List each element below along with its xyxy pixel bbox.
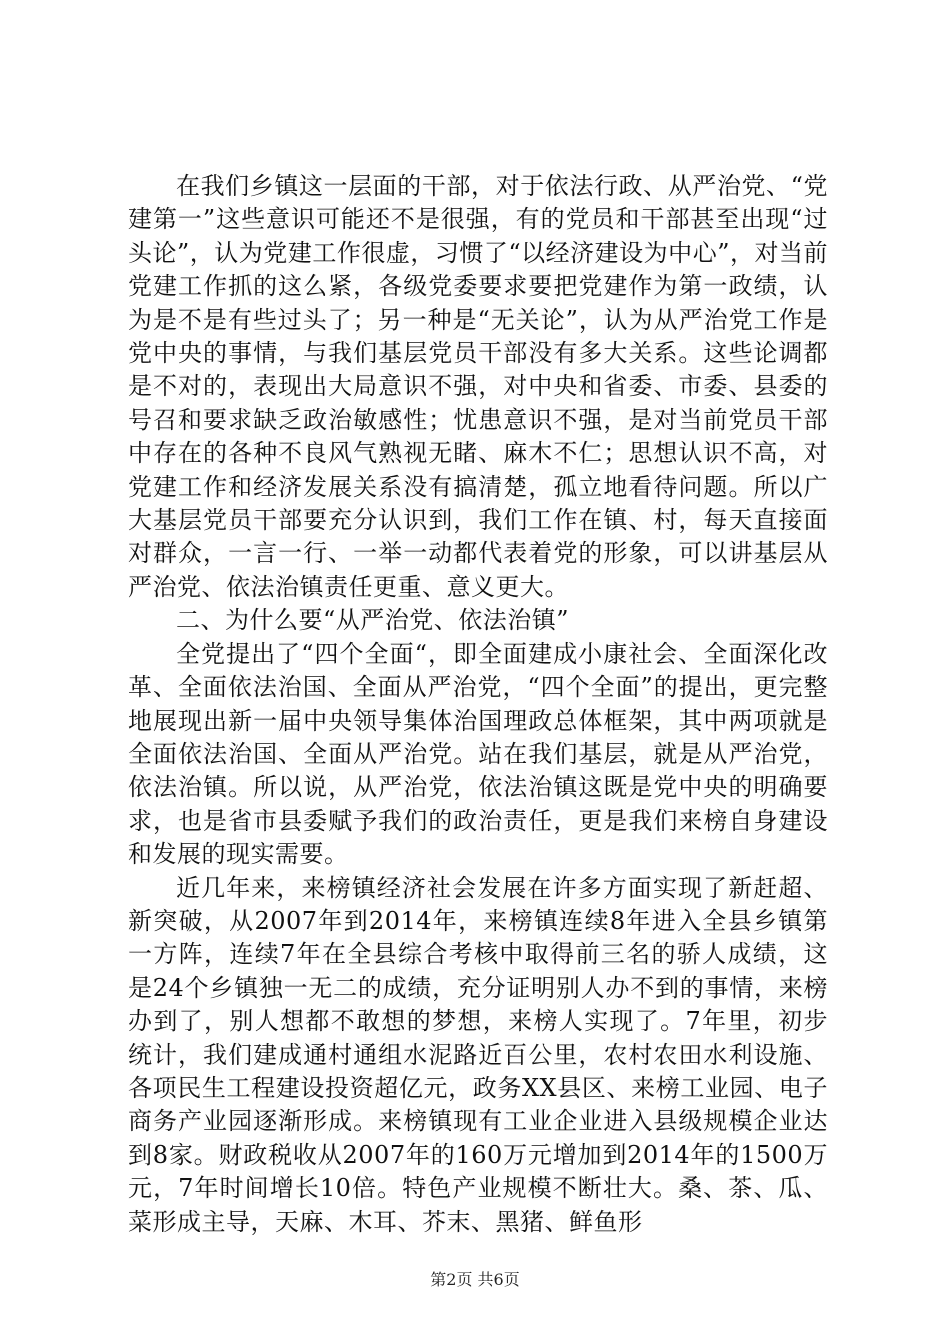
paragraph-3: 近几年来，来榜镇经济社会发展在许多方面实现了新赶超、新突破，从2007年到2014年，来榜镇连续8年进入全县乡镇第一方阵，连续7年在全县综合考核中取得前三名的骄人成绩，这是24个乡镇独一无二的成绩，充分证明别人办不到的事情，来榜办到了，别人想都不敢想的梦想，来榜人实现了。7年里，初步统计，我们建成通村通组水泥路近百公里，农村农田水利设施、各项民生工程建设投资超亿元，政务XX县区、来榜工业园、电子商务产业园逐渐形成。来榜镇现有工业企业进入县级规模企业达到8家。财政税收从2007年的160万元增加到2014年的1500万元，7年时间增长10倍。特色产业规模不断壮大。桑、茶、瓜、菜形成主导，天麻、木耳、芥末、黑猪、鲜鱼形 bbox=[128, 873, 828, 1236]
paragraph-1: 在我们乡镇这一层面的干部，对于依法行政、从严治党、“党建第一”这些意识可能还不是很强，有的党员和干部甚至出现“过头论”，认为党建工作很虚，习惯了“以经济建设为中心”，对当前党建工作抓的这么紧，各级党委要求要把党建作为第一政绩，认为是不是有些过头了；另一种是“无关论”，认为从严治党工作是党中央的事情，与我们基层党员干部没有多大关系。这些论调都是不对的，表现出大局意识不强，对中央和省委、市委、县委的号召和要求缺乏政治敏感性；忧患意识不强，是对当前党员干部中存在的各种不良风气熟视无睹、麻木不仁；思想认识不高，对党建工作和经济发展关系没有搞清楚，孤立地看待问题。所以广大基层党员干部要充分认识到，我们工作在镇、村，每天直接面对群众，一言一行、一举一动都代表着党的形象，可以讲基层从严治党、依法治镇责任更重、意义更大。 bbox=[128, 172, 828, 601]
section-heading: 二、为什么要“从严治党、依法治镇” bbox=[176, 606, 570, 635]
page-footer: 第2页 共6页 bbox=[430, 1270, 520, 1289]
paragraph-2: 全党提出了“四个全面“，即全面建成小康社会、全面深化改革、全面依法治国、全面从严治党，“四个全面”的提出，更完整地展现出新一届中央领导集体治国理政总体框架，其中两项就是全面依法治国、全面从严治党。站在我们基层，就是从严治党，依法治镇。所以说，从严治党，依法治镇这既是党中央的明确要求，也是省市县委赋予我们的政治责任，更是我们来榜自身建设和发展的现实需要。 bbox=[128, 639, 828, 869]
document-body bbox=[128, 170, 828, 1239]
